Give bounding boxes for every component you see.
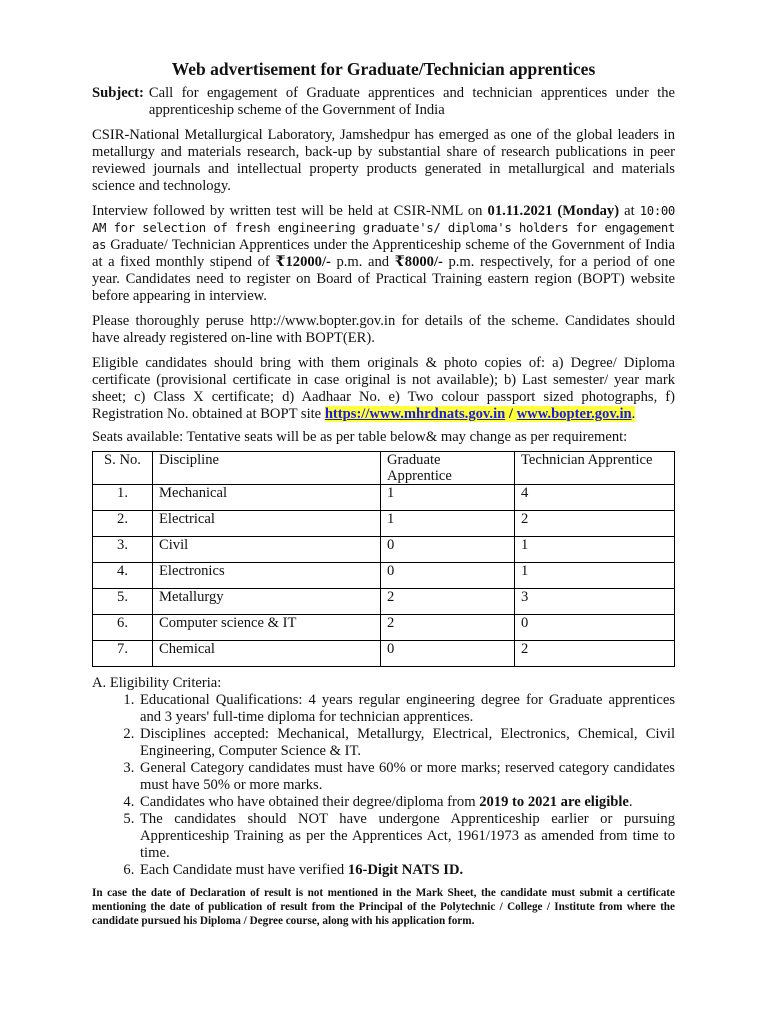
result-declaration-note: In case the date of Declaration of result is not mentioned in the Mark Sheet, the candidate must submit a certificate mentioning the date of publication of result from the Principal of the Polytechnic / College / Institute from where the candidate pursued his Diploma / Degree course, along with his application form. [92, 887, 675, 927]
criteria-title: A. Eligibility Criteria: [92, 675, 222, 691]
table-row: 5. Metallurgy 2 3 [93, 589, 675, 615]
header-sno: S. No. [93, 452, 153, 485]
interview-time-text: 10:00 AM for selection of fresh engineering graduate's/ diploma's holders for engagement as [92, 204, 675, 252]
subject-block [92, 85, 675, 119]
header-graduate: Graduate Apprentice [381, 452, 515, 485]
interview-date: 01.11.2021 (Monday) [487, 203, 620, 219]
list-item: 6. Each Candidate must have verified 16-Digit NATS ID. [138, 862, 675, 879]
list-item: 5. The candidates should NOT have undergone Apprenticeship earlier or pursuing Apprenticeship Training as per the Apprentices Act, 1961/1973 as amended from time to time. [138, 811, 675, 862]
header-discipline: Discipline [153, 452, 381, 485]
intro-paragraph: CSIR-National Metallurgical Laboratory, Jamshedpur has emerged as one of the global leaders in metallurgy and materials research, back-up by substantial share of research publications in peer reviewed journals and intellectual property products generated in metallurgical and materials science and technology. [92, 127, 675, 194]
mhrdnats-link[interactable]: https://www.mhrdnats.gov.in [324, 406, 506, 422]
stipend-graduate: ₹12000/- [275, 254, 331, 270]
table-header-row [93, 452, 675, 485]
seats-intro: Seats available: Tentative seats will be as per table below& may change as per requirement: [92, 429, 628, 445]
bopter-link[interactable]: www.bopter.gov.in [516, 406, 632, 422]
header-technician: Technician Apprentice [515, 452, 675, 485]
table-row: 4. Electronics 0 1 [93, 563, 675, 589]
seats-table [92, 451, 675, 667]
list-item: 3. General Category candidates must have 60% or more marks; reserved category candidates must have 50% or more marks. [138, 760, 675, 794]
table-row: 3. Civil 0 1 [93, 537, 675, 563]
table-row: 2. Electrical 1 2 [93, 511, 675, 537]
highlighted-links: https://www.mhrdnats.gov.in / www.bopter.gov.in. [324, 406, 636, 422]
page-title: Web advertisement for Graduate/Technician apprentices [171, 59, 596, 79]
criteria-list [92, 692, 675, 879]
subject-label: Subject: [92, 85, 144, 101]
peruse-paragraph: Please thoroughly peruse http://www.bopter.gov.in for details of the scheme. Candidates should have already registered on-line with BOPT(ER). [92, 313, 675, 346]
interview-paragraph: Interview followed by written test will be held at CSIR-NML on 01.11.2021 (Monday) at 10:00 AM for selection of fresh engineering graduate's/ diploma's holders for engagement as Graduate/ Technician Apprentices under the Apprenticeship scheme of the Government of India at a fixed monthly stipend of ₹12000/- p.m. and ₹8000/- p.m. respectively, for a period of one year. Candidates need to register on Board of Practical Training eastern region (BOPT) website before appearing in interview. [92, 203, 675, 304]
stipend-technician: ₹8000/- [394, 254, 443, 270]
advertisement-page [92, 58, 675, 928]
table-row: 1. Mechanical 1 4 [93, 485, 675, 511]
documents-paragraph: Eligible candidates should bring with them originals & photo copies of: a) Degree/ Diploma certificate (provisional certificate in case original is not available); b) Last semester/ year mark sheet; c) Class X certificate; d) Aadhaar No. e) Two colour passport sized photographs, f) Registration No. obtained at BOPT site https://www.mhrdnats.gov.in / www.bopter.gov.in. [92, 355, 675, 422]
list-item: 2. Disciplines accepted: Mechanical, Metallurgy, Electrical, Electronics, Chemical, Civil Engineering, Computer Science & IT. [138, 726, 675, 760]
list-item: 1. Educational Qualifications: 4 years regular engineering degree for Graduate apprentices and 3 years' full-time diploma for technician apprentices. [138, 692, 675, 726]
table-row: 6. Computer science & IT 2 0 [93, 615, 675, 641]
table-row: 7. Chemical 0 2 [93, 641, 675, 667]
list-item: 4. Candidates who have obtained their degree/diploma from 2019 to 2021 are eligible. [138, 794, 675, 811]
subject-text: Call for engagement of Graduate apprentices and technician apprentices under the apprenticeship scheme of the Government of India [148, 85, 675, 118]
